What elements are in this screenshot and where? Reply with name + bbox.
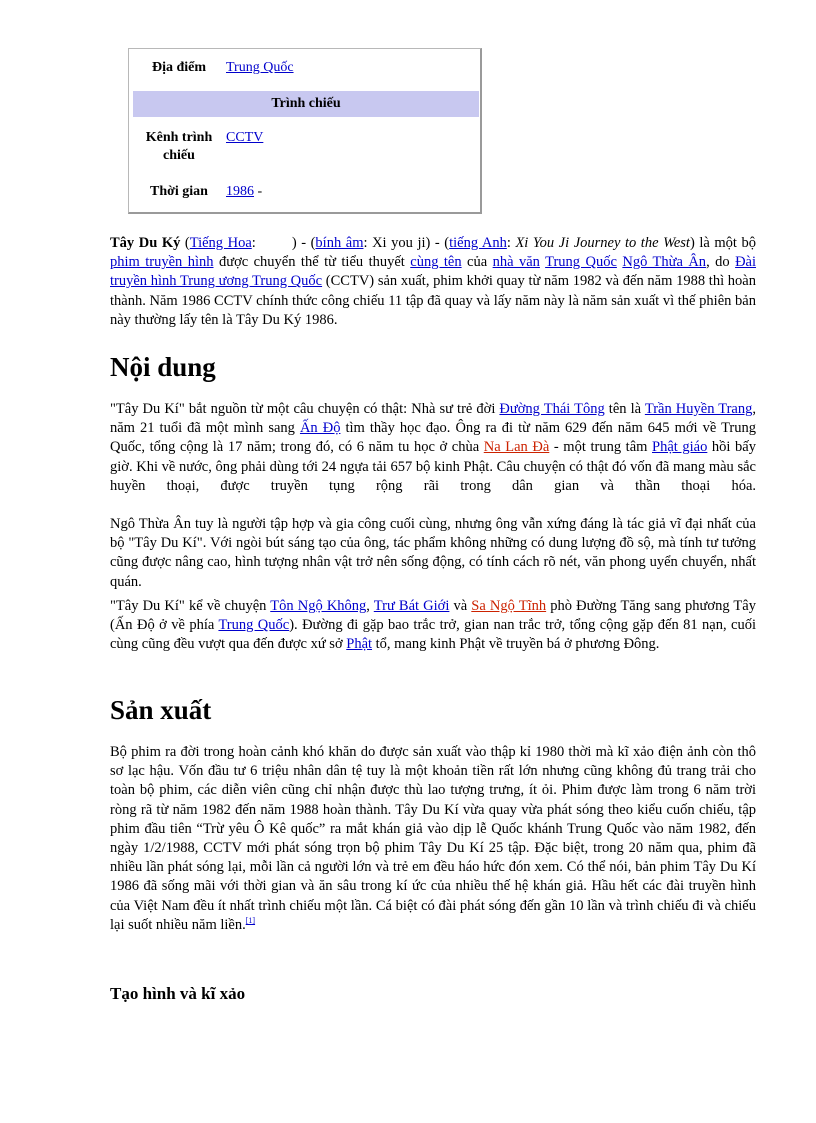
text: và [449, 598, 472, 614]
heading-production: Sản xuất [110, 695, 212, 725]
time-label: Thời gian [150, 184, 208, 199]
content-paragraph-3 [110, 597, 756, 655]
text: hồi bấy giờ. Khi về nước, ông phải dùng tới 24 ngựa tải 657 bộ kinh Phật. Câu chuyện có thật đó vốn đã mang màu sắc huyền thoại, được truyền tụng rộng rãi trong dân gian và thần thoại hóa. [110, 439, 756, 494]
link-bajie[interactable]: Trư Bát Giới [373, 598, 450, 614]
link-wujing[interactable]: Sa Ngộ Tĩnh [471, 598, 547, 614]
link-pinyin[interactable]: bính âm [315, 235, 364, 251]
text: "Tây Du Kí" bắt nguồn từ một câu chuyện có thật: Nhà sư trẻ đời [110, 401, 500, 417]
text: - một trung tâm [549, 439, 652, 456]
link-buddha[interactable]: Phật [346, 636, 373, 653]
location-link[interactable]: Trung Quốc [226, 60, 294, 75]
article-title: Tây Du Ký [110, 235, 181, 251]
footnote-link[interactable]: [1] [245, 916, 256, 925]
link-chinese[interactable]: Tiếng Hoa [189, 235, 252, 251]
text: của [461, 254, 493, 271]
link-buddhism[interactable]: Phật giáo [652, 439, 708, 456]
text: : [251, 235, 256, 251]
text: , do [706, 254, 736, 271]
infobox [128, 48, 482, 214]
text: , năm 21 tuổi đã một mình sang [110, 401, 756, 437]
heading-visuals-effects: Tạo hình và kĩ xảo [110, 984, 246, 1003]
content-paragraph-1 [110, 400, 756, 496]
link-xuanzang[interactable]: Trần Huyền Trang [644, 401, 753, 417]
infobox-section-header: Trình chiếu [133, 91, 479, 117]
text: , [366, 598, 374, 614]
link-india[interactable]: Ấn Độ [299, 420, 341, 437]
content-paragraph-2 [110, 515, 756, 592]
text: phò Đường Tăng sang phương Tây (Ấn Độ ở về phía [110, 598, 756, 634]
location-label: Địa điểm [151, 60, 207, 75]
heading-content: Nội dung [110, 352, 216, 382]
link-china-2[interactable]: Trung Quốc [218, 617, 290, 634]
link-same-name[interactable]: cùng tên [410, 254, 462, 271]
text: ) là một bộ [689, 235, 756, 251]
text: : Xi you ji) - ( [363, 235, 450, 251]
text: : [506, 235, 516, 251]
channel-link[interactable]: CCTV [226, 130, 264, 145]
time-link[interactable]: 1986 [226, 184, 254, 199]
link-writer[interactable]: nhà văn [492, 254, 540, 271]
intro-paragraph [110, 234, 756, 330]
link-cctv[interactable]: Đài truyền hình Trung ương Trung Quốc [110, 254, 757, 290]
link-nalanda[interactable]: Na Lan Đà [483, 439, 550, 456]
text: (CCTV) sản xuất, phim khởi quay từ năm 1982 và đến năm 1988 thì hoàn thành. Năm 1986 CCTV chính thức công chiếu 11 tập đã quay và lấy năm này là năm sản xuất vì thế phiên bản này thường lấy tên là Tây Du Ký 1986. [110, 273, 756, 328]
text: ). Đường đi gặp bao trắc trở, gian nan trắc trở, tổng cộng gặp đến 81 nạn, cuối cùng cũng đều vượt qua đến được xứ sở [110, 617, 756, 653]
text: ) - ( [291, 235, 316, 251]
link-author[interactable]: Ngô Thừa Ân [622, 254, 707, 271]
text: ( [180, 235, 190, 251]
link-tv-series[interactable]: phim truyền hình [110, 254, 214, 271]
link-english[interactable]: tiếng Anh [449, 235, 507, 251]
channel-label: Kênh trình chiếu [145, 130, 213, 163]
text: tổ, mang kinh Phật về truyền bá ở phương Đông. [372, 636, 660, 653]
time-suffix: - [254, 184, 263, 199]
text: tìm thầy học đạo. Ông ra đi từ năm 629 đến năm 645 mới về Trung Quốc, tổng cộng là 17 năm; trong đó, có 6 năm tu học ở chùa [110, 420, 757, 456]
production-paragraph [110, 743, 756, 935]
production-text: Bộ phim ra đời trong hoàn cảnh khó khăn do được sản xuất vào thập kỉ 1980 thời mà kĩ xảo điện ảnh còn thô sơ lạc hậu. Vốn đầu tư 6 triệu nhân dân tệ tuy là một khoản tiền rất lớn nhưng cũng không đủ trang trải cho toàn bộ phim, các diễn viên cũng chỉ nhận được thù lao tượng trưng, ít ỏi. Phim được làm trong 6 năm trời ròng rã từ năm 1982 đến năm 1988 hoàn thành. Tây Du Kí vừa quay vừa phát sóng theo kiểu cuốn chiếu, tập phim đầu tiên “Trừ yêu Ô Kê quốc” ra mắt khán giả vào dịp lễ Quốc khánh Trung Quốc vào năm 1982, đến ngày 1/2/1988, CCTV mới phát sóng trọn bộ phim Tây Du Kí 25 tập. Đặc biệt, trong 20 năm qua, phim đã nhiều lần phát sóng lại, mỗi lần cả người lớn và trẻ em đều háo hức đón xem. Có thể nói, bản phim Tây Du Kí 1986 đã sống mãi với thời gian và ăn sâu trong kí ức của nhiều thế hệ khán giả. Hầu hết các đài truyền hình của Việt Nam đều ít nhất trình chiếu một lần. Cá biệt có đài phát sóng đến gần 10 lần và trình chiếu đi và chiếu lại suốt nhiều năm liền. [110, 744, 756, 933]
link-wukong[interactable]: Tôn Ngộ Không [270, 598, 367, 614]
content-p2-text: Ngô Thừa Ân tuy là người tập hợp và gia công cuối cùng, nhưng ông vẫn xứng đáng là tác giả vĩ đại nhất của bộ "Tây Du Kí". Với ngòi bút sáng tạo của ông, tác phẩm không những có dung lượng đồ sộ, mà tính tư tưởng cũng được nâng cao, hình tượng nhân vật trở nên sống động, có tính cách rõ nét, văn phong uyển chuyển, nhất quán. [110, 516, 756, 590]
english-title: Xi You Ji Journey to the West [515, 235, 690, 251]
link-tang-taizong[interactable]: Đường Thái Tông [499, 401, 605, 417]
text: "Tây Du Kí" kể về chuyện [110, 598, 271, 614]
link-china[interactable]: Trung Quốc [545, 254, 617, 271]
text: được chuyển thể từ tiểu thuyết [213, 254, 411, 271]
text: tên là [604, 401, 645, 417]
